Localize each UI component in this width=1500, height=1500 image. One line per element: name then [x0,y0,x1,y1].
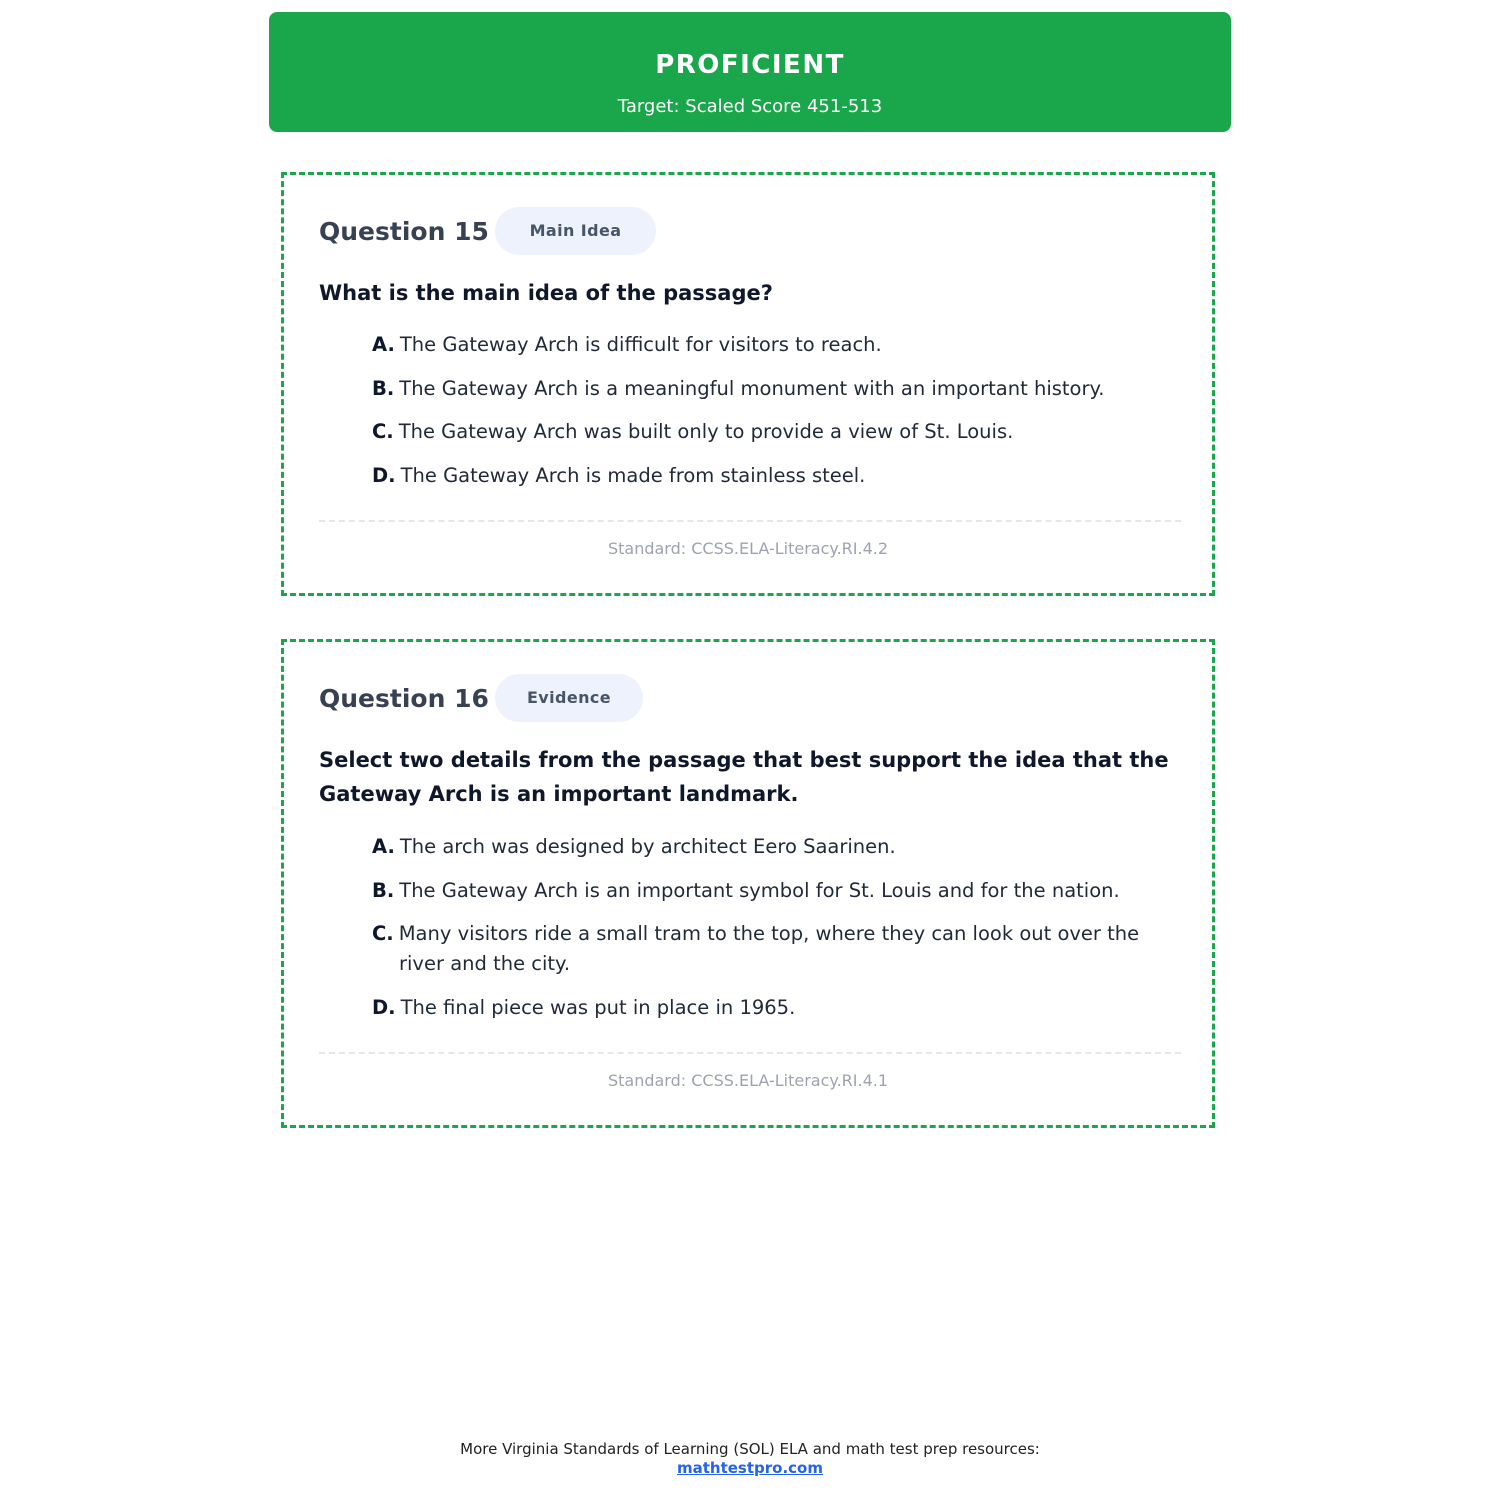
answer-choices [361,832,1161,1036]
choice-text: The Gateway Arch was built only to provide a view of St. Louis. [398,420,1014,443]
choice-text: The arch was designed by architect Eero Saarinen. [399,835,896,858]
answer-choice-d[interactable] [361,993,1161,1023]
choice-letter: C. [372,922,394,945]
choice-text: Many visitors ride a small tram to the top, where they can look out over the river and the city. [398,922,1140,975]
answer-choice-b[interactable] [361,374,1161,404]
card-divider [319,1052,1181,1054]
question-card [281,639,1215,1128]
question-title: Question 15 [319,217,489,246]
choice-letter: A. [372,333,395,356]
answer-choice-a[interactable] [361,832,1161,862]
target-score-text: Target: Scaled Score 451-513 [617,96,883,117]
level-banner [269,12,1231,132]
choice-text: The final piece was put in place in 1965. [400,995,796,1019]
skill-tag: Evidence [495,674,643,722]
skill-tag: Main Idea [495,207,656,255]
answer-choice-a[interactable] [361,330,1161,360]
answer-choice-c[interactable] [361,919,1161,979]
choice-text: The Gateway Arch is an important symbol for St. Louis and for the nation. [399,878,1120,902]
choice-letter: D. [372,995,396,1019]
answer-choice-b[interactable] [361,876,1161,906]
footer [0,1440,1500,1478]
choice-letter: B. [372,878,395,902]
resource-link[interactable]: mathtestpro.com [676,1459,823,1477]
choice-letter: D. [372,463,396,487]
answer-choice-d[interactable] [361,461,1161,491]
question-prompt: Select two details from the passage that best support the idea that the Gateway Arch is an important landmark. [319,748,1169,806]
level-title: PROFICIENT [655,50,845,80]
choice-letter: A. [372,835,395,858]
choice-text: The Gateway Arch is difficult for visitors to reach. [399,333,882,356]
choice-letter: B. [372,376,395,400]
choice-letter: C. [372,420,394,443]
answer-choice-c[interactable] [361,417,1161,447]
footer-text: More Virginia Standards of Learning (SOL) ELA and math test prep resources: [460,1440,1040,1458]
card-divider [319,520,1181,522]
question-card [281,172,1215,596]
choice-text: The Gateway Arch is made from stainless steel. [400,463,866,487]
choice-text: The Gateway Arch is a meaningful monument with an important history. [399,376,1105,400]
standard-label: Standard: CCSS.ELA-Literacy.RI.4.1 [607,1071,889,1090]
question-title: Question 16 [319,684,489,713]
question-prompt: What is the main idea of the passage? [319,281,773,305]
standard-label: Standard: CCSS.ELA-Literacy.RI.4.2 [607,539,889,558]
answer-choices [361,330,1161,504]
